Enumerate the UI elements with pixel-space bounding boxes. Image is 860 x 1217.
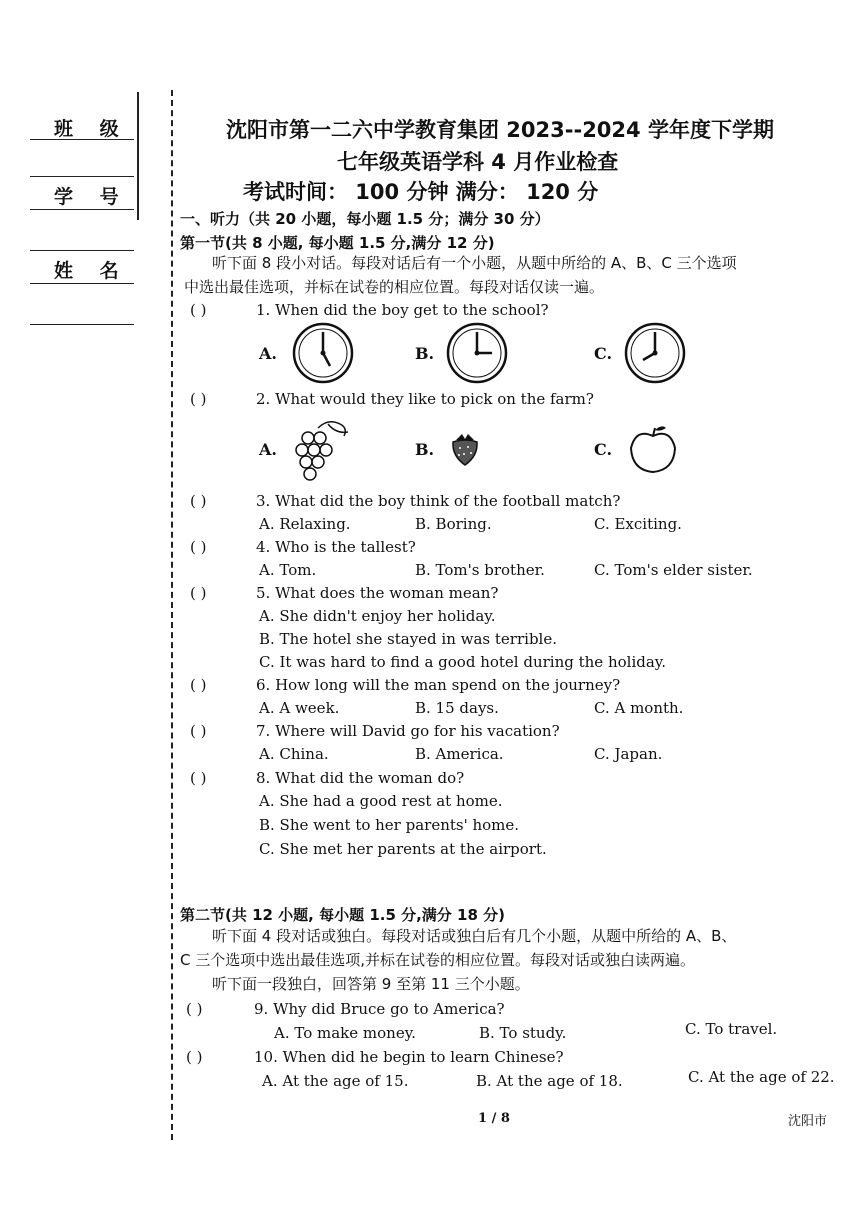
option-a: A. She had a good rest at home. — [259, 792, 503, 810]
answer-paren: ( ) — [190, 390, 207, 408]
option-c-label: C. — [594, 440, 613, 459]
exam-title-line2: 七年级英语学科 4 月作业检查 — [337, 150, 619, 174]
option-a-label: A. — [259, 440, 277, 459]
option-b: B. Boring. — [415, 515, 492, 533]
option-c-label: C. — [594, 344, 613, 363]
exam-title-line1: 沈阳市第一二六中学教育集团 2023--2024 学年度下学期 — [226, 118, 774, 142]
answer-paren: ( ) — [190, 301, 207, 319]
exam-info: 考试时间： 100 分钟 满分： 120 分 — [243, 180, 599, 204]
option-b: B. At the age of 18. — [476, 1072, 623, 1090]
strawberry-icon — [448, 430, 482, 468]
question-5: 5. What does the woman mean? — [256, 584, 499, 602]
class-label: 班 级 — [54, 118, 129, 140]
binding-dashed-line — [171, 90, 173, 1140]
sidebar-divider — [30, 324, 134, 325]
option-a-label: A. — [259, 344, 277, 363]
clock-7-icon — [292, 322, 354, 384]
part2-heading: 第二节(共 12 小题, 每小题 1.5 分,满分 18 分) — [180, 906, 505, 924]
option-b-label: B. — [415, 344, 435, 363]
option-a: A. She didn't enjoy her holiday. — [259, 607, 496, 625]
name-label: 姓 名 — [54, 260, 129, 282]
option-c: C. It was hard to find a good hotel during the holiday. — [259, 653, 667, 671]
answer-paren: ( ) — [186, 1048, 203, 1066]
footer-city: 沈阳市 — [788, 1114, 828, 1129]
option-a: A. Relaxing. — [259, 515, 351, 533]
question-2: 2. What would they like to pick on the farm? — [256, 390, 594, 408]
question-7: 7. Where will David go for his vacation? — [256, 722, 560, 740]
option-c: C. To travel. — [685, 1020, 778, 1038]
answer-paren: ( ) — [190, 584, 207, 602]
part2-instruction-line2: C 三个选项中选出最佳选项,并标在试卷的相应位置。每段对话或独白读两遍。 — [180, 951, 696, 969]
option-b: B. America. — [415, 745, 504, 763]
answer-paren: ( ) — [190, 722, 207, 740]
part1-instruction-line2: 中选出最佳选项，并标在试卷的相应位置。每段对话仅读一遍。 — [184, 278, 605, 296]
part2-instruction-line1: 听下面 4 段对话或独白。每段对话或独白后有几个小题，从题中所给的 A、B、 — [212, 927, 737, 945]
option-a: A. To make money. — [274, 1024, 416, 1042]
option-c: C. A month. — [594, 699, 684, 717]
answer-paren: ( ) — [190, 538, 207, 556]
answer-paren: ( ) — [190, 769, 207, 787]
part2-instruction-line3: 听下面一段独白，回答第 9 至第 11 三个小题。 — [212, 975, 530, 993]
option-c: C. At the age of 22. — [688, 1068, 835, 1086]
question-8: 8. What did the woman do? — [256, 769, 465, 787]
sidebar-divider — [30, 250, 134, 251]
grapes-icon — [288, 414, 358, 486]
option-b: B. The hotel she stayed in was terrible. — [259, 630, 557, 648]
page-number: 1 / 8 — [478, 1111, 510, 1126]
question-6: 6. How long will the man spend on the journey? — [256, 676, 621, 694]
option-c: C. Exciting. — [594, 515, 682, 533]
question-4: 4. Who is the tallest? — [256, 538, 416, 556]
option-b: B. 15 days. — [415, 699, 499, 717]
clock-8-icon — [624, 322, 686, 384]
answer-paren: ( ) — [190, 492, 207, 510]
question-1: 1. When did the boy get to the school? — [256, 301, 549, 319]
option-a: A. At the age of 15. — [262, 1072, 409, 1090]
question-3: 3. What did the boy think of the football match? — [256, 492, 621, 510]
option-b: B. She went to her parents' home. — [259, 816, 520, 834]
part1-instruction-line1: 听下面 8 段小对话。每段对话后有一个小题，从题中所给的 A、B、C 三个选项 — [212, 254, 737, 272]
student-number-label: 学 号 — [54, 186, 129, 208]
sidebar-divider — [30, 176, 134, 177]
section1-heading: 一、听力（共 20 小题，每小题 1.5 分；满分 30 分） — [180, 210, 550, 228]
name-underline — [30, 283, 134, 284]
apple-icon — [626, 422, 680, 476]
clock-3-icon — [446, 322, 508, 384]
part1-heading: 第一节(共 8 小题, 每小题 1.5 分,满分 12 分) — [180, 234, 495, 252]
option-a: A. Tom. — [259, 561, 317, 579]
question-10: 10. When did he begin to learn Chinese? — [254, 1048, 564, 1066]
question-9: 9. Why did Bruce go to America? — [254, 1000, 505, 1018]
option-c: C. Tom's elder sister. — [594, 561, 753, 579]
sidebar-vertical-line — [137, 92, 139, 220]
class-underline — [30, 139, 134, 140]
answer-paren: ( ) — [190, 676, 207, 694]
option-b: B. To study. — [479, 1024, 567, 1042]
option-b-label: B. — [415, 440, 435, 459]
option-b: B. Tom's brother. — [415, 561, 545, 579]
option-c: C. Japan. — [594, 745, 663, 763]
option-c: C. She met her parents at the airport. — [259, 840, 547, 858]
number-underline — [30, 209, 134, 210]
option-a: A. A week. — [259, 699, 340, 717]
answer-paren: ( ) — [186, 1000, 203, 1018]
option-a: A. China. — [259, 745, 329, 763]
